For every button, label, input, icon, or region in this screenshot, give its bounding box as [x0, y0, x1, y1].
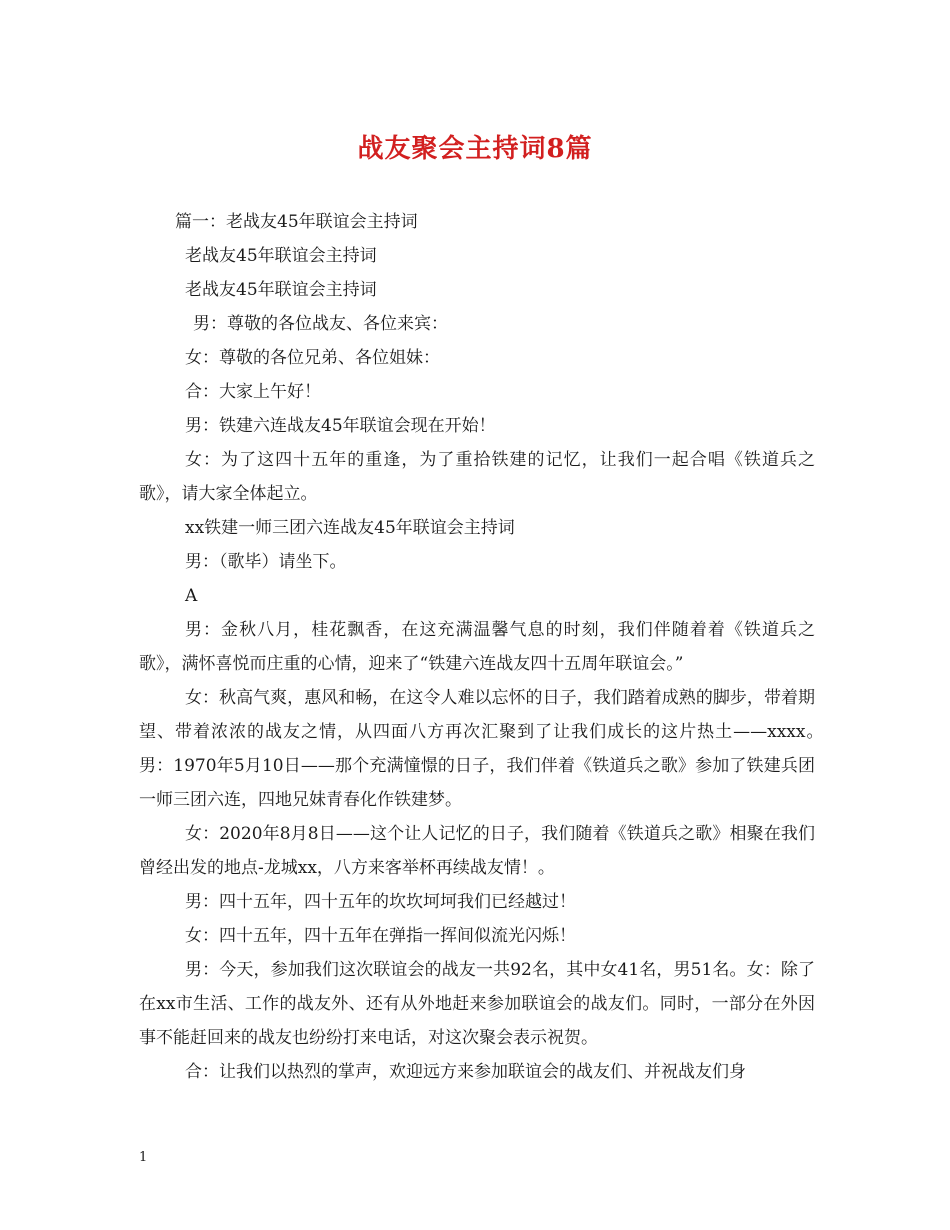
- paragraph-15: 男：四十五年，四十五年的坎坎坷坷我们已经越过！: [185, 892, 576, 912]
- document-title: 战友聚会主持词8篇: [357, 134, 593, 164]
- page-number: 1: [139, 1150, 148, 1165]
- paragraph-5: 女：尊敬的各位兄弟、各位姐妹：: [185, 348, 440, 368]
- paragraph-18: 合：让我们以热烈的掌声，欢迎远方来参加联谊会的战友们、并祝战友们身: [185, 1062, 746, 1082]
- paragraph-4: 男：尊敬的各位战友、各位来宾：: [193, 314, 448, 334]
- paragraph-1: 篇一：老战友45年联谊会主持词: [175, 212, 418, 232]
- paragraph-3: 老战友45年联谊会主持词: [185, 280, 377, 300]
- paragraph-14: 女：2020年8月8日——这个让人记忆的日子，我们随着《铁道兵之歌》相聚在我们曾经出发的地点-龙城xx，八方来客举杯再续战友情！。: [139, 824, 815, 878]
- paragraph-16: 女：四十五年，四十五年在弹指一挥间似流光闪烁！: [185, 926, 576, 946]
- paragraph-12: 男：金秋八月，桂花飘香，在这充满温馨气息的时刻，我们伴随着着《铁道兵之歌》，满怀喜悦而庄重的心情，迎来了“铁建六连战友四十五周年联谊会。”: [139, 620, 815, 674]
- paragraph-7: 男：铁建六连战友45年联谊会现在开始！: [185, 416, 496, 436]
- paragraph-17: 男：今天，参加我们这次联谊会的战友一共92名，其中女41名，男51名。女：除了在xx市生活、工作的战友外、还有从外地赶来参加联谊会的战友们。同时，一部分在外因事不能赶回来的战友也纷纷打来电话，对这次聚会表示祝贺。: [139, 960, 815, 1048]
- paragraph-9: xx铁建一师三团六连战友45年联谊会主持词: [185, 518, 515, 538]
- paragraph-11: A: [185, 586, 198, 606]
- paragraph-6: 合：大家上午好！: [185, 382, 321, 402]
- paragraph-2: 老战友45年联谊会主持词: [185, 246, 377, 266]
- paragraph-13: 女：秋高气爽，惠风和畅，在这令人难以忘怀的日子，我们踏着成熟的脚步，带着期望、带着浓浓的战友之情，从四面八方再次汇聚到了让我们成长的这片热土——xxxx。 男：1970年5月10日——那个充满憧憬的日子，我们伴着《铁道兵之歌》参加了铁建兵团一师三团六连，四地兄妹青春化作铁建梦。: [139, 688, 832, 810]
- paragraph-8: 女：为了这四十五年的重逢，为了重拾铁建的记忆，让我们一起合唱《铁道兵之歌》，请大家全体起立。: [139, 450, 815, 504]
- paragraph-10: 男：（歌毕）请坐下。: [185, 552, 347, 572]
- document-body: [139, 205, 832, 1089]
